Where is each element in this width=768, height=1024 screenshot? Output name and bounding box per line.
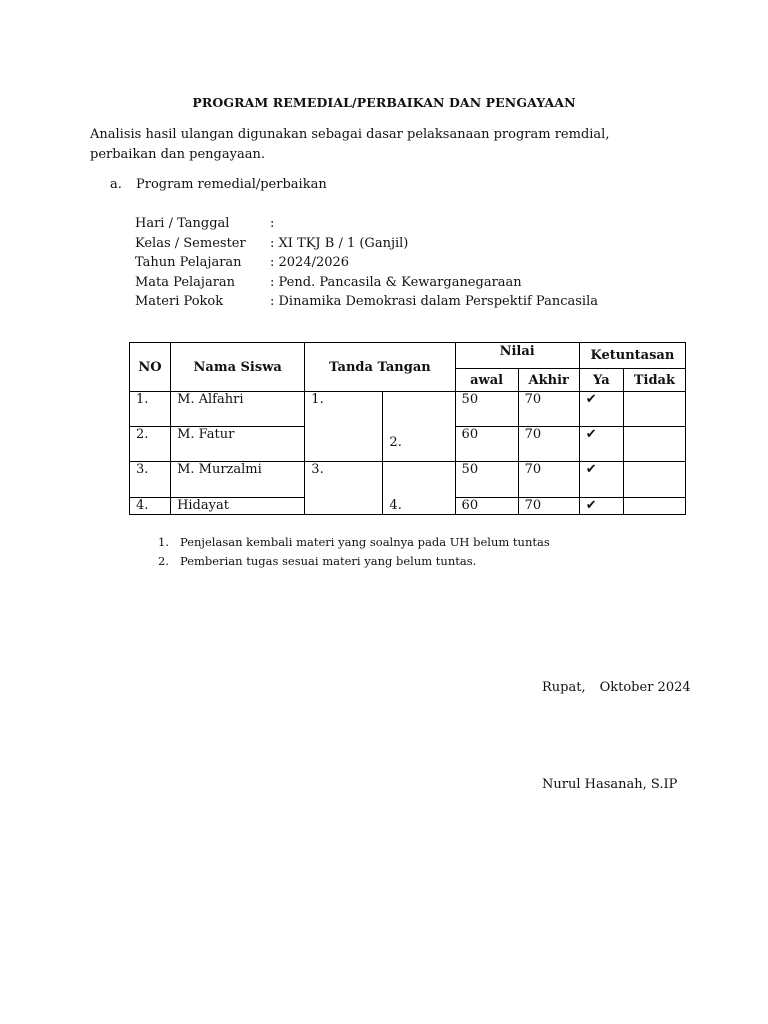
header-tidak: Tidak bbox=[623, 369, 685, 392]
section-a-label: a. bbox=[110, 177, 122, 192]
info-row-kelas-semester bbox=[135, 234, 598, 254]
info-row-hari-tanggal bbox=[135, 214, 598, 234]
cell-awal: 50 bbox=[455, 462, 518, 498]
cell-tidak bbox=[623, 392, 685, 427]
cell-akhir: 70 bbox=[518, 498, 579, 515]
list-item bbox=[158, 552, 550, 571]
cell-tidak bbox=[623, 462, 685, 498]
list-item bbox=[158, 533, 550, 552]
cell-nama: M. Murzalmi bbox=[171, 462, 305, 498]
note-text: Penjelasan kembali materi yang soalnya pada UH belum tuntas bbox=[180, 535, 550, 549]
info-row-materi-pokok bbox=[135, 292, 598, 312]
info-value: : bbox=[270, 216, 275, 231]
note-number: 2. bbox=[158, 554, 169, 568]
cell-no: 1. bbox=[130, 392, 171, 427]
cell-sign-right bbox=[383, 392, 455, 462]
document-title: PROGRAM REMEDIAL/PERBAIKAN DAN PENGAYAAN bbox=[192, 95, 576, 110]
intro-paragraph: Analisis hasil ulangan digunakan sebagai dasar pelaksanaan program remdial, perbaikan dan pengayaan. bbox=[90, 127, 610, 162]
cell-akhir: 70 bbox=[518, 462, 579, 498]
info-key: Mata Pelajaran bbox=[135, 274, 236, 290]
info-value: : 2024/2026 bbox=[270, 255, 350, 270]
cell-sign-left bbox=[305, 392, 383, 462]
cell-tidak bbox=[623, 427, 685, 462]
header-ya: Ya bbox=[579, 369, 623, 392]
info-value: : XI TKJ B / 1 (Ganjil) bbox=[270, 235, 409, 251]
info-key: Kelas / Semester bbox=[135, 235, 246, 251]
sign-number: 4. bbox=[389, 498, 402, 513]
info-value: : Pend. Pancasila & Kewarganegaraan bbox=[270, 274, 522, 290]
info-row-tahun-pelajaran bbox=[135, 253, 598, 273]
info-block bbox=[135, 214, 598, 312]
cell-nama: M. Fatur bbox=[171, 427, 305, 462]
cell-no: 3. bbox=[130, 462, 171, 498]
info-key: Tahun Pelajaran bbox=[135, 255, 242, 270]
header-nama-siswa: Nama Siswa bbox=[171, 343, 305, 392]
date: Oktober 2024 bbox=[599, 680, 691, 695]
cell-sign-right bbox=[383, 462, 455, 515]
cell-akhir: 70 bbox=[518, 392, 579, 427]
sign-number: 1. bbox=[311, 392, 324, 407]
info-key: Hari / Tanggal bbox=[135, 216, 230, 231]
header-no: NO bbox=[130, 343, 171, 392]
header-akhir: Akhir bbox=[518, 369, 579, 392]
check-icon: ✔ bbox=[579, 427, 623, 462]
header-tanda-tangan: Tanda Tangan bbox=[305, 343, 455, 392]
table-row bbox=[130, 392, 686, 427]
header-nilai: Nilai bbox=[455, 343, 579, 369]
cell-awal: 50 bbox=[455, 392, 518, 427]
info-row-mata-pelajaran bbox=[135, 273, 598, 293]
note-number: 1. bbox=[158, 535, 169, 549]
cell-awal: 60 bbox=[455, 498, 518, 515]
check-icon: ✔ bbox=[579, 498, 623, 515]
signer-name: Nurul Hasanah, S.IP bbox=[542, 777, 678, 792]
check-icon: ✔ bbox=[579, 462, 623, 498]
section-a-heading bbox=[110, 177, 327, 192]
place-date bbox=[542, 680, 691, 695]
header-ketuntasan: Ketuntasan bbox=[579, 343, 685, 369]
remedial-table bbox=[129, 342, 686, 515]
info-key: Materi Pokok bbox=[135, 294, 224, 309]
table-row bbox=[130, 462, 686, 498]
cell-sign-left bbox=[305, 462, 383, 515]
cell-nama: Hidayat bbox=[171, 498, 305, 515]
sign-number: 2. bbox=[389, 435, 402, 450]
sign-number: 3. bbox=[311, 462, 324, 477]
cell-nama: M. Alfahri bbox=[171, 392, 305, 427]
cell-no: 2. bbox=[130, 427, 171, 462]
notes-list bbox=[158, 533, 550, 571]
cell-akhir: 70 bbox=[518, 427, 579, 462]
info-value: : Dinamika Demokrasi dalam Perspektif Pancasila bbox=[270, 294, 598, 309]
section-a-text: Program remedial/perbaikan bbox=[136, 177, 327, 192]
header-awal: awal bbox=[455, 369, 518, 392]
cell-tidak bbox=[623, 498, 685, 515]
check-icon: ✔ bbox=[579, 392, 623, 427]
place: Rupat, bbox=[542, 680, 586, 695]
note-text: Pemberian tugas sesuai materi yang belum tuntas. bbox=[180, 554, 477, 568]
cell-no: 4. bbox=[130, 498, 171, 515]
cell-awal: 60 bbox=[455, 427, 518, 462]
